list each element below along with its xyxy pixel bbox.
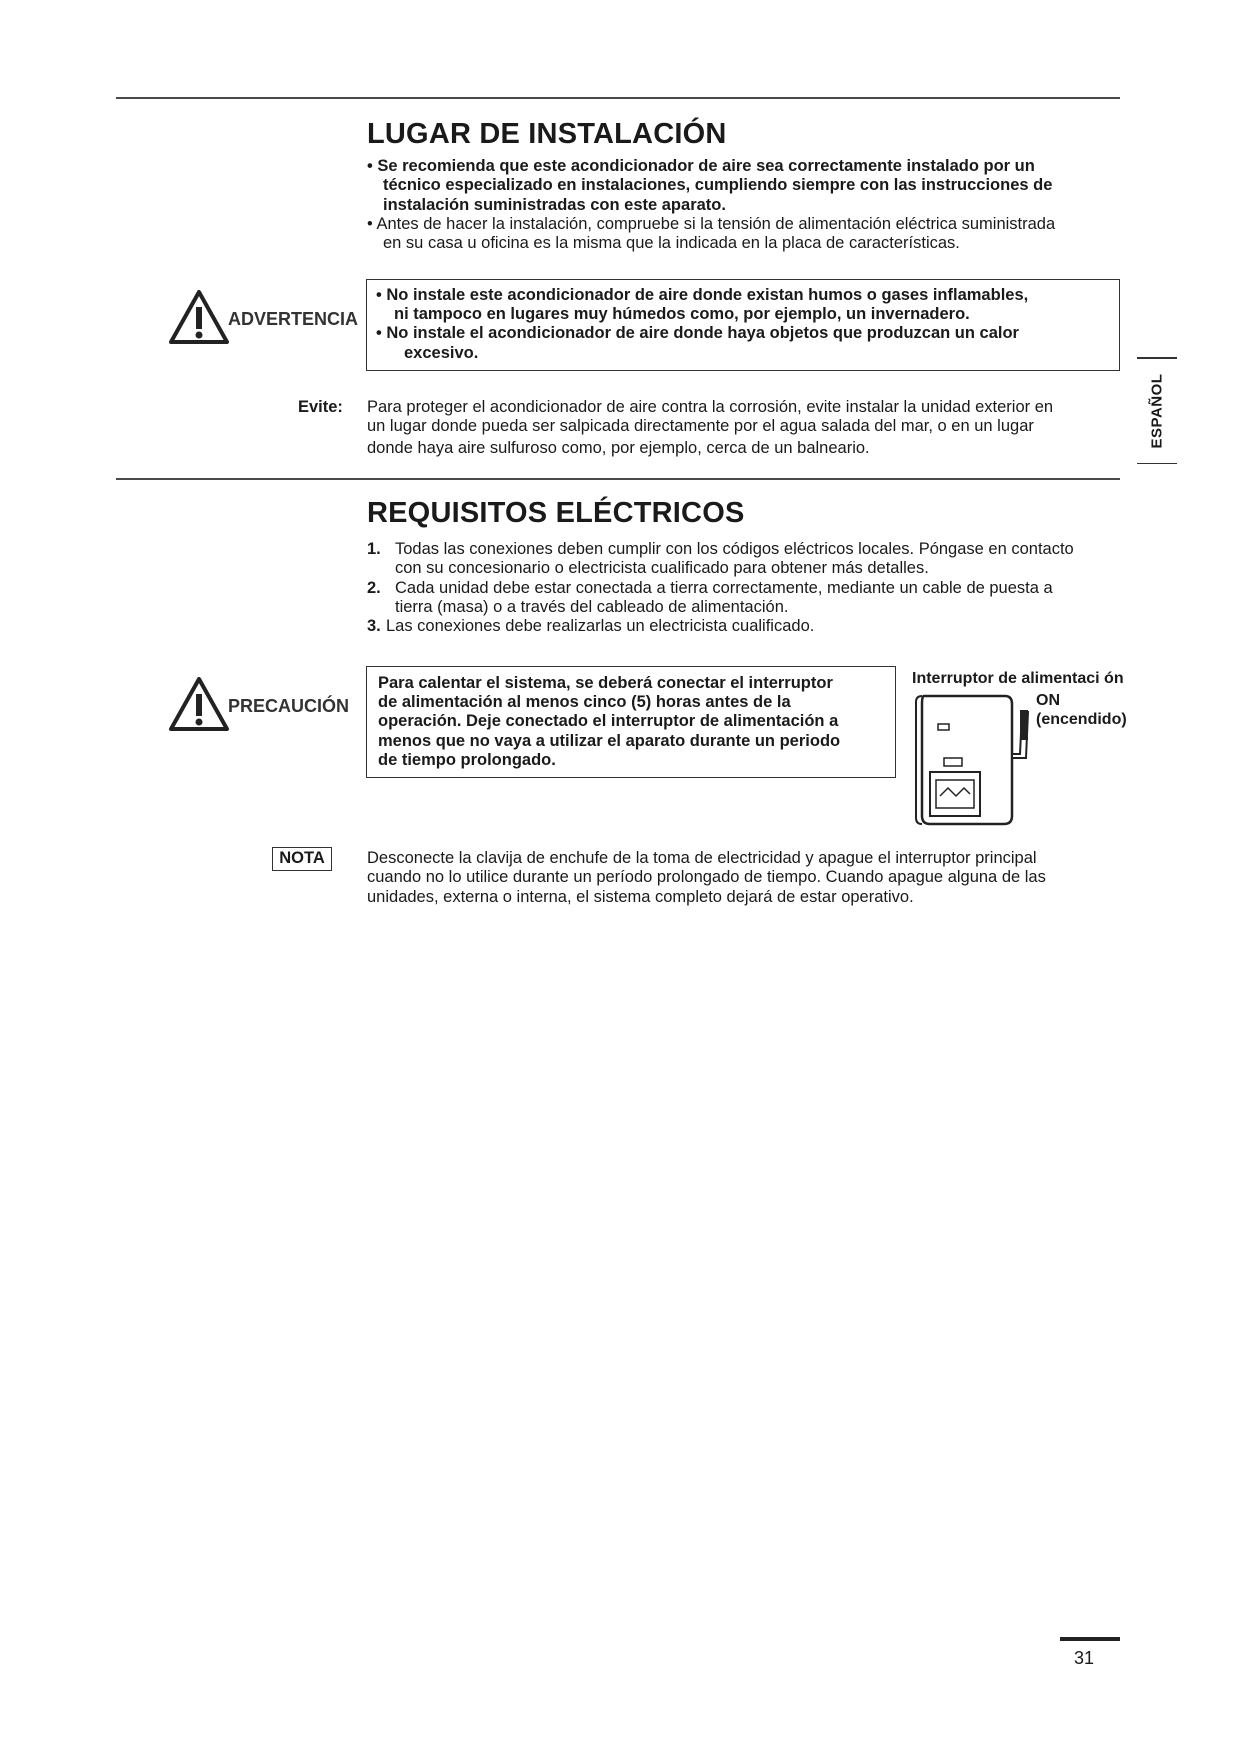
avoid-line3: donde haya aire sulfuroso como, por ejemplo, cerca de un balneario. [367,439,870,457]
avoid-line2: un lugar donde pueda ser salpicada directamente por el agua salada del mar, o en un lugar [367,417,1034,435]
caution-line1: Para calentar el sistema, se deberá conectar el interruptor [378,674,833,692]
caution-line5: de tiempo prolongado. [378,751,556,769]
caution-line2: de alimentación al menos cinco (5) horas antes de la [378,693,791,711]
note-label: NOTA [272,847,332,871]
section-title-electrical: REQUISITOS ELÉCTRICOS [367,497,745,529]
top-rule [116,97,1120,99]
figure-on-description: (encendido) [1036,711,1127,728]
avoid-line1: Para proteger el acondicionador de aire contra la corrosión, evite instalar la unidad exterior en [367,398,1054,416]
note-line3: unidades, externa o interna, el sistema completo dejará de estar operativo. [367,888,914,906]
note-line1: Desconecte la clavija de enchufe de la toma de electricidad y apague el interruptor principal [367,849,1037,867]
item2-number: 2. [367,579,381,597]
section-title-installation: LUGAR DE INSTALACIÓN [367,118,727,150]
page-number: 31 [1074,1648,1095,1668]
bullet2-line1: • Antes de hacer la instalación, compruebe si la tensión de alimentación eléctrica suministrada [367,215,1056,233]
warning-label: ADVERTENCIA [228,309,359,329]
warning-triangle-icon [168,289,230,345]
item1-line1: Todas las conexiones deben cumplir con los códigos eléctricos locales. Póngase en contacto [395,540,1074,558]
item1-line2: con su concesionario o electricista cualificado para obtener más detalles. [395,559,929,577]
warning-line4: excesivo. [404,344,479,362]
item3-line1: Las conexiones debe realizarlas un electricista cualificado. [386,617,815,635]
avoid-label: Evite: [298,398,343,416]
caution-line3: operación. Deje conectado el interruptor de alimentación a [378,712,839,730]
bullet1-line1: • Se recomienda que este acondicionador de aire sea correctamente instalado por un [367,157,1035,175]
caution-triangle-icon [168,676,230,732]
bullet2-line2: en su casa u oficina es la misma que la indicada en la placa de características. [383,234,960,252]
caution-box [366,666,896,778]
page-number-rule [1060,1637,1120,1641]
item2-line1: Cada unidad debe estar conectada a tierra correctamente, mediante un cable de puesta a [395,579,1053,597]
item3-number: 3. [367,617,381,635]
warning-line2: ni tampoco en lugares muy húmedos como, por ejemplo, un invernadero. [394,305,970,323]
figure-on-label: ON [1036,692,1060,709]
bullet1-line2: técnico especializado en instalaciones, cumpliendo siempre con las instrucciones de [383,176,1053,194]
language-tab-label: ESPAÑOL [1148,373,1166,449]
item2-line2: tierra (masa) o a través del cableado de alimentación. [395,598,789,616]
warning-line1: • No instale este acondicionador de aire donde existan humos o gases inflamables, [376,286,1029,304]
note-line2: cuando no lo utilice durante un período prolongado de tiempo. Cuando apague alguna de las [367,868,1046,886]
warning-box [366,279,1120,371]
figure-caption: Interruptor de alimentaci ón [912,670,1124,687]
caution-label: PRECAUCIÓN [228,696,350,716]
caution-line4: menos que no vaya a utilizar el aparato durante un periodo [378,732,841,750]
item1-number: 1. [367,540,381,558]
power-switch-illustration [910,692,1030,828]
language-tab [1137,357,1177,464]
bullet1-line3: instalación suministradas con este aparato. [383,196,726,214]
middle-rule [116,478,1120,480]
warning-line3: • No instale el acondicionador de aire donde haya objetos que produzcan un calor [376,324,1019,342]
